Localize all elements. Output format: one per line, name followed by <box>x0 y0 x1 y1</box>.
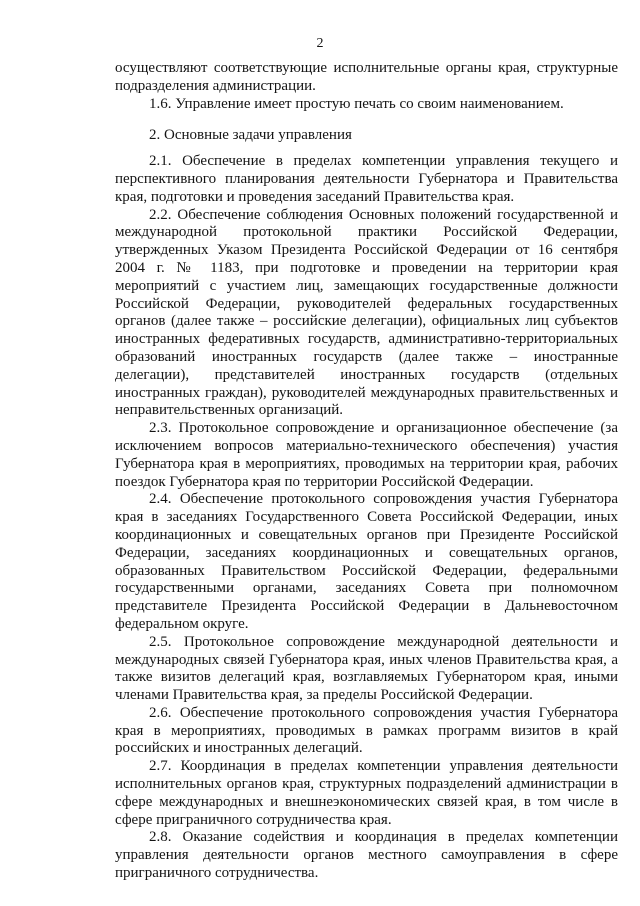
paragraph-2-8: 2.8. Оказание содействия и координация в пределах компетенции управления деятельности органов местного самоуправления в сфере приграничного сотрудничества. <box>115 829 618 882</box>
paragraph-1-6: 1.6. Управление имеет простую печать со своим наименованием. <box>149 95 564 112</box>
document-body <box>115 60 618 883</box>
paragraph-continuation: осуществляют соответствующие исполнительные органы края, структурные подразделения администрации. <box>115 60 618 94</box>
paragraph-2-1: 2.1. Обеспечение в пределах компетенции управления текущего и перспективного планирования деятельности Губернатора и Правительства края, подготовки и проведения заседаний Правительства края. <box>115 153 618 205</box>
section-heading: 2. Основные задачи управления <box>149 127 352 144</box>
paragraph-2-4: 2.4. Обеспечение протокольного сопровождения участия Губернатора края в заседаниях Государственного Совета Российской Федерации, иных координационных и совещательных органов при Президенте Российской Федерации, заседаниях координационных и совещательных органов, образованных Правительством Российской Федерации, федеральными государственными органами, заседаниях Совета при полномочном представителе Президента Российской Федерации в Дальневосточном федеральном округе. <box>115 491 618 632</box>
paragraph-2-7: 2.7. Координация в пределах компетенции управления деятельности исполнительных органов края, структурных подразделений администрации в сфере международных и внешнеэкономических связей края, в том числе в сфере приграничного сотрудничества края. <box>115 758 618 828</box>
page-number: 2 <box>316 36 324 51</box>
paragraph-2-6: 2.6. Обеспечение протокольного сопровождения участия Губернатора края в мероприятиях, проводимых в рамках программ визитов в край российских и иностранных делегаций. <box>115 704 618 757</box>
paragraph-2-2: 2.2. Обеспечение соблюдения Основных положений государственной и международной протокольной практики Российской Федерации, утвержденных Указом Президента Российской Федерации от 16 сентября 2004 г. № 1183, при подготовке и проведении на территории края мероприятий с участием лиц, замещающих государственные должности Российской Федерации, руководителей федеральных государственных органов (далее также – российские делегации), официальных лиц субъектов иностранных федеративных государств, административно-территориальных образований иностранных государств (далее также – иностранные делегации), представителей иностранных государств (отдельных иностранных граждан), руководителей международных правительственных и неправительственных организаций. <box>115 206 618 419</box>
paragraph-2-3: 2.3. Протокольное сопровождение и организационное обеспечение (за исключением вопросов материально-технического обеспечения) участия Губернатора края в мероприятиях, проводимых на территории края, рабочих поездок Губернатора края по территории Российской Федерации. <box>115 420 618 490</box>
paragraph-2-5: 2.5. Протокольное сопровождение международной деятельности и международных связей Губернатора края, иных членов Правительства края, а также визитов делегаций края, возглавляемых Губернатором края, иными членами Правительства края, за пределы Российской Федерации. <box>115 633 618 704</box>
